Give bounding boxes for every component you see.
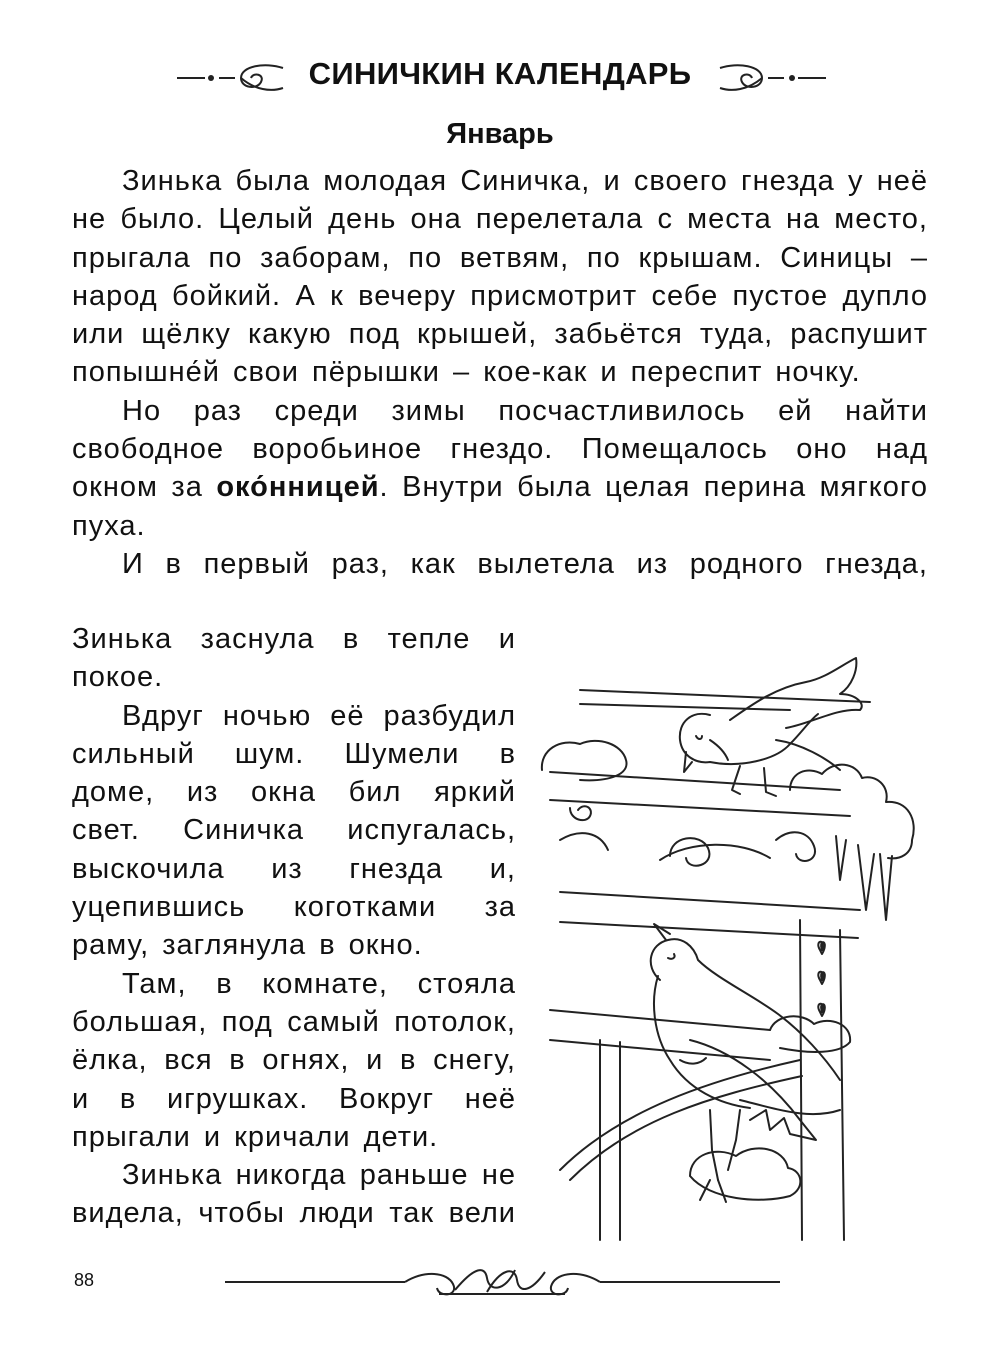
page-title: СИНИЧКИН КАЛЕНДАРЬ (308, 56, 692, 91)
column-text (72, 620, 516, 1233)
paragraph-4: Вдруг ночью её разбудил сильный шум. Шумели в доме, из окна бил яркий свет. Синичка испугалась, выскочила из гнезда и, уцепившись коготками за раму, заглянула в окно. (72, 699, 516, 962)
bold-term: око́нницей (216, 471, 380, 504)
paragraph-2-end: . Внутри была целая перина мягкого пуха. (72, 471, 929, 542)
paragraph-2-start: Но раз среди зимы посчастливилось ей найти свободное воробьиное гнездо. Помещалось оно над окном за (72, 394, 928, 504)
paragraph-3-start: И в первый раз, как вылетела из родного гнезда, (122, 547, 928, 580)
page-number: 88 (74, 1270, 95, 1290)
full-width-text (72, 162, 928, 583)
paragraph-3-cont: Зинька заснула в тепле и покое. (72, 623, 516, 694)
paragraph-2 (72, 392, 928, 545)
chapter-subtitle: Январь (446, 118, 554, 150)
paragraph-5: Там, в комнате, стояла большая, под самый потолок, ёлка, вся в огнях, и в снегу, и в игрушках. Вокруг неё прыгали и кричали дети. (72, 967, 516, 1153)
paragraph-6: Зинька никогда раньше не видела, чтобы люди так вели (72, 1159, 516, 1230)
titmice-illustration (540, 640, 940, 1250)
paragraph-1: Зинька была молодая Синичка, и своего гнезда у неё не было. Целый день она перелетала с места на место, прыгала по заборам, по ветвям, по крышам. Синицы – народ бойкий. А к вечеру присмотрит себе пустое дупло или щёлку какую под крышей, забьётся туда, распушит попышне́й свои пёрышки – кое-как и переспит ночку. (72, 165, 928, 389)
footer-ornament (225, 1262, 780, 1302)
